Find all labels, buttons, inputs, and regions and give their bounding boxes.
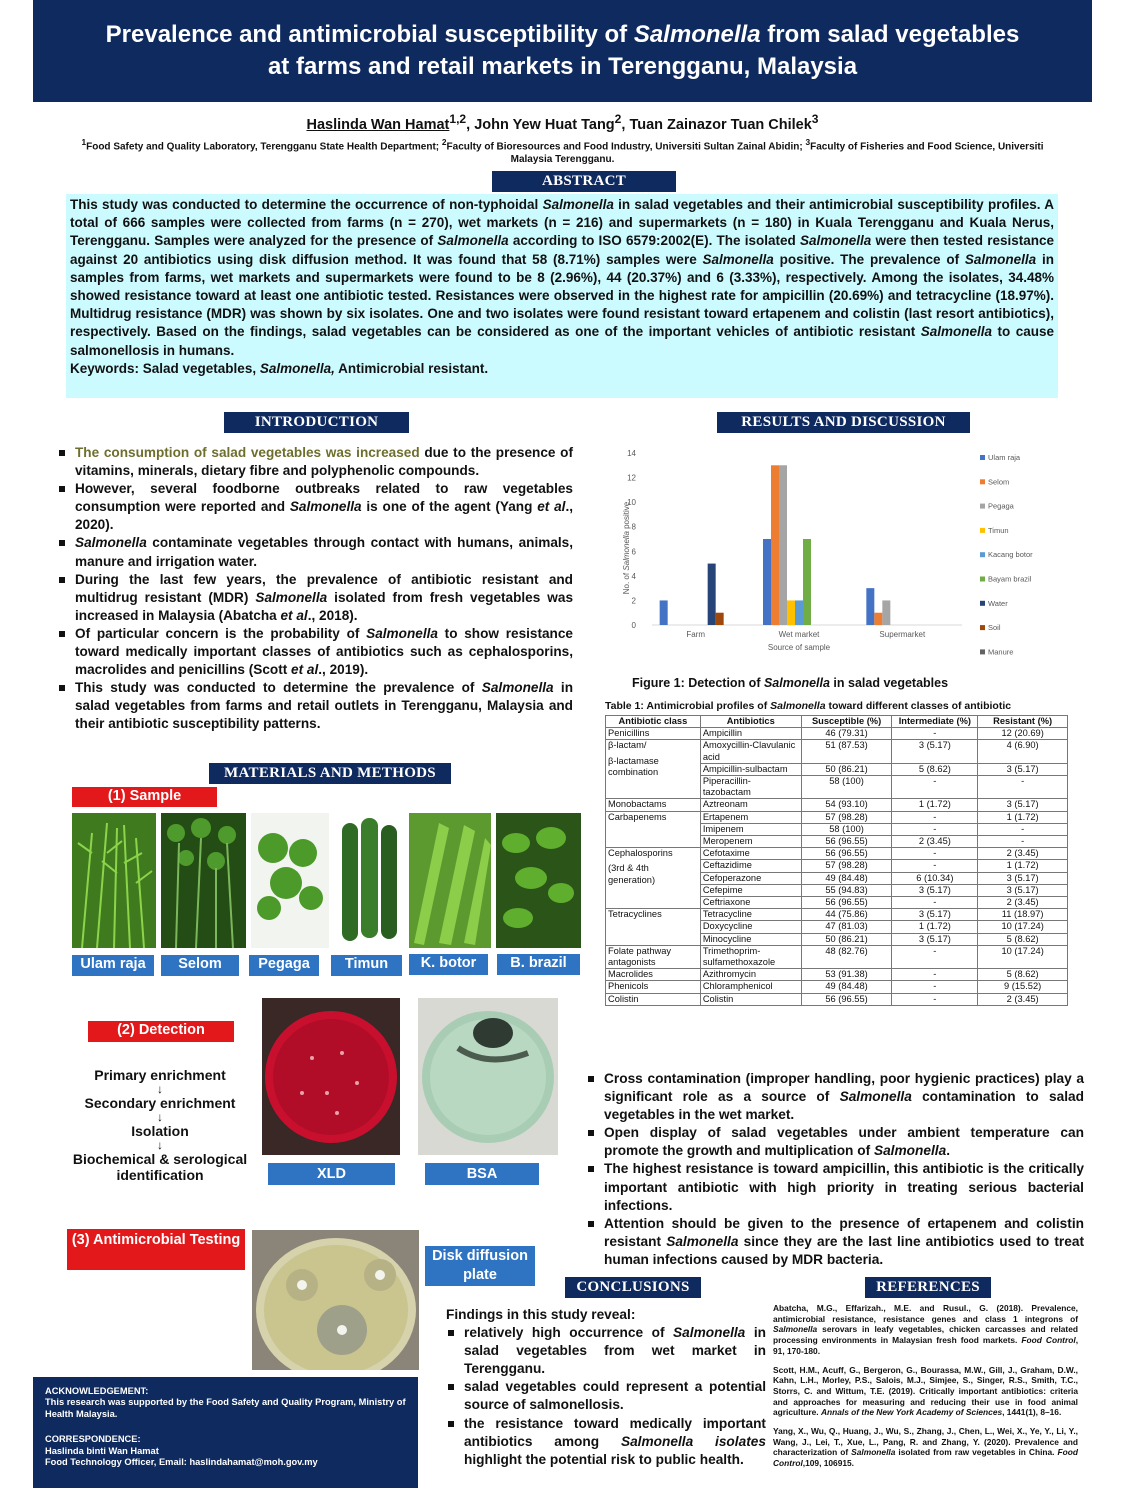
table-row [606,728,1068,740]
flow-step: Isolation [131,1123,189,1139]
table-row [606,740,1068,763]
percentage-cell: - [978,823,1068,835]
percentage-cell: 44 (75.86) [801,909,892,921]
antibiotic-table [605,715,1068,1006]
percentage-cell: 5 (8.62) [978,969,1068,981]
antibiotic-class-text: (3rd & 4th generation) [608,863,656,885]
legend-label: Ulam raja [988,453,1021,462]
disk-diffusion-plate-image [252,1230,419,1370]
bar [660,600,668,625]
detection-bar-chart [612,443,1072,665]
percentage-cell: 3 (5.17) [978,799,1068,811]
percentage-cell: - [892,897,978,909]
percentage-cell: 4 (6.90) [978,740,1068,763]
percentage-cell: - [892,969,978,981]
legend-label: Bayam brazil [988,574,1032,584]
list-item: Open display of salad vegetables under ambient temperature can promote the growth and multiplication of Salmonella. [586,1124,1084,1160]
percentage-cell: 1 (1.72) [892,799,978,811]
antibiotic-name-cell: Cefotaxime [700,848,801,860]
antibiotic-name-cell: Cefepime [700,884,801,896]
percentage-cell: 1 (1.72) [978,860,1068,872]
introduction-list [57,444,573,734]
bar [874,613,882,625]
antibiotic-class-text: β-lactam/ [608,740,647,751]
flow-step: Biochemical & serological identification [72,1151,248,1183]
vegetable-label: Timun [331,955,402,976]
antibiotic-name-cell: Amoxycillin-Clavulanic acid [700,740,801,763]
percentage-cell: 9 (15.52) [978,981,1068,993]
antibiotic-name-cell: Aztreonam [700,799,801,811]
percentage-cell: 5 (8.62) [978,933,1068,945]
antibiotic-class-text: Macrolides [608,969,653,980]
y-tick-label: 8 [631,522,636,532]
percentage-cell: - [892,811,978,823]
affiliations: $^1$Food Safety and Quality Laboratory, Terengganu State Health Department; $^2$Faculty of Bioresources and Food Industry, Universiti Sultan Zainal Abidin; $^3$Faculty of Fisheries and Food Science, Universiti Malaysia Terengganu. [81,137,1044,166]
bsa-plate-image [418,998,558,1155]
percentage-cell: 6 (10.34) [892,872,978,884]
percentage-cell: 12 (20.69) [978,728,1068,740]
legend-label: Manure [988,647,1014,657]
percentage-cell: 49 (84.48) [801,981,892,993]
antibiotic-class-text: Carbapenems [608,811,667,822]
antibiotic-name-cell: Chloramphenicol [700,981,801,993]
legend-label: Kacang botor [988,550,1033,560]
conclusions-heading: CONCLUSIONS [565,1277,701,1298]
percentage-cell: - [892,728,978,740]
antibiotic-class-text: Colistin [608,993,639,1004]
table-title: Table 1: Antimicrobial profiles of Salmonella toward different classes of antibiotic [605,700,1012,712]
percentage-cell: 56 (96.55) [801,897,892,909]
bar [708,564,716,625]
percentage-cell: - [892,945,978,968]
legend-swatch [980,504,985,509]
introduction-heading: INTRODUCTION [224,412,409,433]
antibiotic-class-text: Penicillins [608,728,650,739]
title-line-2: at farms and retail markets in Terengganu, Malaysia [267,53,858,80]
percentage-cell: 10 (17.24) [978,921,1068,933]
y-tick-label: 2 [631,596,636,606]
table-row [606,945,1068,968]
percentage-cell: 1 (1.72) [978,811,1068,823]
sample-tag: (1) Sample [72,787,217,807]
vegetable-label: Ulam raja [72,955,154,976]
reference-item: Scott, H.M., Acuff, G., Bergeron, G., Bourassa, M.W., Gill, J., Graham, D.W., Kahn, L.H., Morley, P.S., Salois, M.J., Simjee, S., Singer, R.S., Smith, T.C., Storrs, C. and Wittum, T.E. (2019). Critically important antibiotics: criteria and approaches for measuring and reducing their use in food animal agriculture. Annals of the New York Academy of Sciences, 1441(1), 8–16. [773,1364,1078,1418]
legend-label: Soil [988,623,1001,633]
antibiotic-class-cell [606,981,701,993]
percentage-cell: 50 (86.21) [801,763,892,775]
list-item: This study was conducted to determine the prevalence of Salmonella in salad vegetables from farms and retail outlets in Terengganu, Malaysia and their antibiotic susceptibility patterns. [57,679,573,733]
table-header-row [606,716,1068,728]
y-tick-label: 4 [631,571,636,581]
xld-label: XLD [268,1163,395,1185]
percentage-cell: 5 (8.62) [892,763,978,775]
x-tick-label: Farm [686,630,706,639]
legend-swatch [980,577,985,582]
percentage-cell: 55 (94.83) [801,884,892,896]
percentage-cell: - [892,823,978,835]
antibiotic-class-cell [606,909,701,946]
antibiotic-class-text: Phenicols [608,981,649,992]
legend-swatch [980,479,985,484]
bar [803,539,811,625]
antibiotic-name-cell: Ampicillin-sulbactam [700,763,801,775]
antimicrobial-testing-tag: (3) Antimicrobial Testing [67,1229,245,1270]
percentage-cell: 3 (5.17) [978,872,1068,884]
ulam-raja-image [72,813,156,948]
antibiotic-class-text: β-lactamase combination [608,755,659,777]
table-row [606,981,1068,993]
antibiotic-class-cell [606,811,701,848]
materials-heading: MATERIALS AND METHODS [209,763,451,784]
list-item: the resistance toward medically important antibiotics among Salmonella isolates highlight the potential risk to public health. [446,1415,766,1469]
percentage-cell: 3 (5.17) [892,909,978,921]
bar [716,613,724,625]
disk-diffusion-label: Disk diffusion plate [425,1246,535,1286]
antibiotic-name-cell: Ceftazidime [700,860,801,872]
acknowledgement-heading: ACKNOWLEDGEMENT: [45,1386,149,1396]
selom-image [161,813,246,948]
percentage-cell: 1 (1.72) [892,921,978,933]
antibiotic-class-cell [606,993,701,1005]
bar [763,539,771,625]
antibiotic-class-cell [606,945,701,968]
table-row [606,969,1068,981]
list-item: The consumption of salad vegetables was increased due to the presence of vitamins, minerals, dietary fibre and polyphenolic compounds. [57,444,573,480]
percentage-cell: - [892,981,978,993]
percentage-cell: - [978,776,1068,799]
conclusions-intro: Findings in this study reveal: [446,1307,636,1322]
list-item: Salmonella contaminate vegetables through contact with humans, animals, manure and irrigation water. [57,534,573,570]
x-axis-label: Source of sample [767,643,831,652]
table-row [606,799,1068,811]
table-row [606,909,1068,921]
antibiotic-name-cell: Trimethoprim-sulfamethoxazole [700,945,801,968]
flow-step: Primary enrichment [94,1067,226,1083]
percentage-cell: - [892,776,978,799]
percentage-cell: 3 (5.17) [978,763,1068,775]
percentage-cell: - [892,993,978,1005]
conclusions-text [446,1306,766,1469]
percentage-cell: - [892,848,978,860]
vegetable-label: K. botor [409,954,488,975]
legend-swatch [980,552,985,557]
column-header: Antibiotics [700,716,801,728]
x-tick-label: Supermarket [879,630,926,639]
down-arrow-icon: ↓ [157,1110,163,1124]
y-axis-label: No. of Salmonella positive [622,501,631,595]
antibiotic-name-cell: Colistin [700,993,801,1005]
bar [779,465,787,625]
antibiotic-class-text: Monobactams [608,799,667,810]
reference-item: Abatcha, M.G., Effarizah., M.E. and Rusul., G. (2018). Prevalence, antimicrobial resistance, resistance genes and class 1 integrons of Salmonella serovars in leafy vegetables, chicken carcasses and related processing environments in Malaysian fresh food markets. Food Control, 91, 170-180. [773,1303,1079,1356]
percentage-cell: 49 (84.48) [801,872,892,884]
y-tick-label: 14 [627,449,636,458]
percentage-cell: 56 (96.55) [801,848,892,860]
x-tick-label: Wet market [778,630,820,639]
antibiotic-name-cell: Piperacillin-tazobactam [700,776,801,799]
reference-item: Yang, X., Wu, Q., Huang, J., Wu, S., Zhang, J., Chen, L., Wei, X., Ye, Y., Li, Y., Wang, J., Lei, T., Xue, L., Pang, R. and Zhang, Y. (2020). Prevalence and characterization of Salmonella isolated from raw vegetables in China. Food Control,109, 106915. [773,1426,1078,1469]
table-row [606,993,1068,1005]
bar [882,600,890,625]
references-list [773,1303,1078,1477]
percentage-cell: 51 (87.53) [801,740,892,763]
column-header: Antibiotic class [606,716,701,728]
percentage-cell: 2 (3.45) [978,993,1068,1005]
y-tick-label: 6 [631,547,636,557]
keywords: Keywords: Salad vegetables, Salmonella, Antimicrobial resistant. [70,360,489,376]
y-tick-label: 0 [631,621,636,630]
table-row [606,811,1068,823]
antibiotic-name-cell: Minocycline [700,933,801,945]
legend-swatch [980,601,985,606]
correspondence-heading: CORRESPONDENCE: [45,1434,141,1445]
percentage-cell: 2 (3.45) [892,836,978,848]
bar [771,465,779,625]
antibiotic-name-cell: Ertapenem [700,811,801,823]
antibiotic-class-text: Tetracyclines [608,909,662,920]
results-heading: RESULTS AND DISCUSSION [717,412,970,433]
percentage-cell: 58 (100) [801,823,892,835]
percentage-cell: 3 (5.17) [892,933,978,945]
column-header: Susceptible (%) [801,716,892,728]
legend-swatch [980,455,985,460]
antibiotic-name-cell: Azithromycin [700,969,801,981]
list-item: Of particular concern is the probability of Salmonella to show resistance toward medically important classes of antibiotics such as cephalosporins, macrolides and penicillins (Scott et al., 2019). [57,625,573,679]
bar [866,588,874,625]
correspondence-contact: Food Technology Officer, Email: haslindahamat@moh.gov.my [45,1457,318,1468]
percentage-cell: 57 (98.28) [801,811,892,823]
antibiotic-name-cell: Doxycycline [700,921,801,933]
vegetable-label: Pegaga [249,955,319,976]
percentage-cell: 2 (3.45) [978,848,1068,860]
table-row [606,848,1068,860]
vegetable-label: Selom [161,955,239,976]
down-arrow-icon: ↓ [157,1082,163,1096]
authors: Haslinda Wan Hamat$^{1,2}$, John Yew Huat Tang$^2$, Tuan Zainazor Tuan Chilek$^3$ [306,112,819,133]
antibiotic-class-cell [606,728,701,740]
percentage-cell: 47 (81.03) [801,921,892,933]
percentage-cell: 54 (93.10) [801,799,892,811]
list-item: relatively high occurrence of Salmonella in salad vegetables from wet market in Terengganu. [446,1324,766,1378]
down-arrow-icon: ↓ [157,1138,163,1152]
percentage-cell: 46 (79.31) [801,728,892,740]
flow-step: Secondary enrichment [84,1095,236,1111]
list-item: salad vegetables could represent a potential source of salmonellosis. [446,1378,766,1414]
column-header: Intermediate (%) [892,716,978,728]
figure-caption: Figure 1: Detection of Salmonella in salad vegetables [632,676,949,690]
antibiotic-name-cell: Meropenem [700,836,801,848]
timun-image [334,813,404,948]
percentage-cell: 3 (5.17) [892,884,978,896]
detection-tag: (2) Detection [88,1021,234,1042]
title-line-1: Prevalence and antimicrobial susceptibility of Salmonella from salad vegetables [105,21,1020,48]
bsa-label: BSA [425,1163,539,1185]
y-tick-label: 12 [627,473,636,483]
pegaga-image [251,813,329,948]
percentage-cell: 2 (3.45) [978,897,1068,909]
acknowledgement-text: This research was supported by the Food Safety and Quality Program, Ministry of Health Malaysia. [45,1397,406,1419]
percentage-cell: 58 (100) [801,776,892,799]
antibiotic-class-cell [606,740,701,799]
correspondence-name: Haslinda binti Wan Hamat [45,1445,159,1456]
title-banner [33,0,1092,102]
bar [787,600,795,625]
legend-label: Water [988,598,1008,608]
bar [795,600,803,625]
acknowledgement-box [33,1377,418,1488]
legend-label: Selom [988,477,1010,487]
list-item: Cross contamination (improper handling, poor hygienic practices) play a significant role as a source of Salmonella contamination to salad vegetables in the wet market. [586,1070,1084,1124]
percentage-cell: 56 (96.55) [801,836,892,848]
legend-swatch [980,625,985,630]
xld-plate-image [262,998,400,1155]
vegetable-label: B. brazil [497,954,580,975]
list-item: The highest resistance is toward ampicillin, this antibiotic is the critically important antibiotic with high priority in treating serious bacterial infections. [586,1160,1084,1214]
column-header: Resistant (%) [978,716,1068,728]
percentage-cell: 10 (17.24) [978,945,1068,968]
antibiotic-class-cell [606,969,701,981]
percentage-cell: 3 (5.17) [978,884,1068,896]
antibiotic-name-cell: Ceftriaxone [700,897,801,909]
percentage-cell: 48 (82.76) [801,945,892,968]
references-heading: REFERENCES [865,1277,991,1298]
percentage-cell: - [892,860,978,872]
legend-label: Pegaga [988,501,1014,511]
percentage-cell: 56 (96.55) [801,993,892,1005]
antibiotic-name-cell: Imipenem [700,823,801,835]
y-tick-label: 10 [627,498,636,508]
abstract-text: This study was conducted to determine the occurrence of non-typhoidal Salmonella in salad vegetables and their antimicrobial susceptibility profiles. A total of 666 samples were collected from farms (n = 270), wet markets (n = 216) and supermarkets (n = 180) in Kuala Terengganu and Kuala Nerus, Terengganu. Samples were analyzed for the presence of Salmonella according to ISO 6579:2002(E). The isolated Salmonella were then tested resistance against 20 antibiotics using disk diffusion method. It was found that 58 (8.71%) samples were Salmonella positive. The prevalence of Salmonella in samples from farms, wet markets and supermarkets were found to be 8 (2.96%), 44 (20.37%) and 6 (3.33%), respectively. Among the isolates, 34.48% showed resistance toward at least one antibiotic tested. Resistances were observed in the highest rate for ampicillin (20.69%) and tetracycline (18.97%). Multidrug resistance (MDR) was shown by six isolates. One and two isolates were found resistant toward ertapenem and colistin (last resort antibiotics), respectively. Based on the findings, salad vegetables can be considered as one of the important vehicles of antibiotic resistant Salmonella to cause salmonellosis in humans. Keywords: Salad vegetables, Salmonella, Antimicrobial resistant. [66,194,1058,398]
abstract-heading: ABSTRACT [492,171,676,192]
antibiotic-class-cell [606,848,701,909]
legend-swatch [980,528,985,533]
bayam-brazil-image [496,813,581,948]
percentage-cell: - [978,836,1068,848]
list-item: Attention should be given to the presence of ertapenem and colistin resistant Salmonella since they are the last line antibiotics used to treat human infections caused by MDR bacteria. [586,1215,1084,1269]
legend-label: Timun [988,525,1009,535]
antibiotic-class-text: Cephalosporins [608,848,673,859]
antibiotic-name-cell: Cefoperazone [700,872,801,884]
antibiotic-name-cell: Tetracycline [700,909,801,921]
list-item: During the last few years, the prevalence of antibiotic resistant and multidrug resistant (MDR) Salmonella isolated from fresh vegetables was increased in Malaysia (Abatcha et al., 2018). [57,571,573,625]
list-item: However, several foodborne outbreaks related to raw vegetables consumption were reported and Salmonella is one of the agent (Yang et al., 2020). [57,480,573,534]
percentage-cell: 50 (86.21) [801,933,892,945]
results-list [586,1070,1084,1269]
antibiotic-class-cell [606,799,701,811]
kacang-botor-image [409,813,491,948]
antibiotic-name-cell: Ampicillin [700,728,801,740]
percentage-cell: 57 (98.28) [801,860,892,872]
detection-flow [60,1067,260,1183]
legend-swatch [980,649,985,654]
percentage-cell: 11 (18.97) [978,909,1068,921]
percentage-cell: 53 (91.38) [801,969,892,981]
antibiotic-class-text: Folate pathway antagonists [608,945,672,968]
percentage-cell: 3 (5.17) [892,740,978,763]
